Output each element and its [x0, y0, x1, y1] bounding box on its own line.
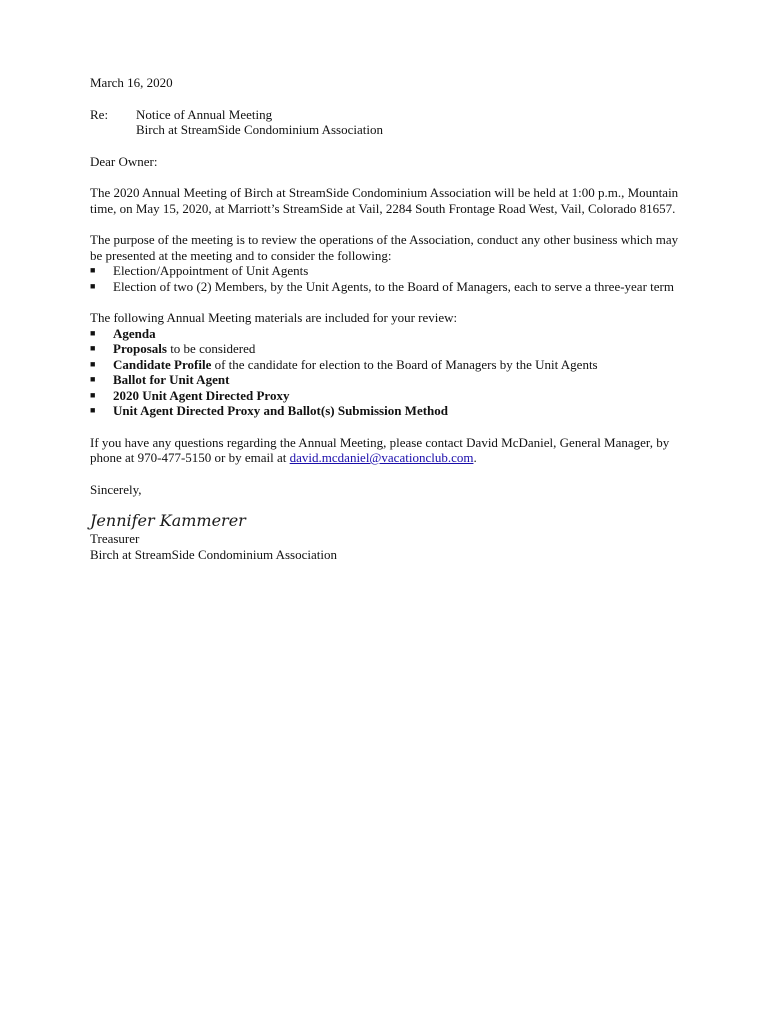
material-proxy: 2020 Unit Agent Directed Proxy: [113, 387, 290, 403]
subject-block: [90, 107, 680, 138]
subject-line-2: Birch at StreamSide Condominium Association: [136, 122, 383, 137]
list-item: [90, 279, 680, 295]
contact-text: If you have any questions regarding the Annual Meeting, please contact David McDaniel, General Manager, by phone at 970-477-5150 or by email at: [90, 434, 670, 465]
material-candidate-profile: Candidate Profile: [113, 356, 212, 372]
subject-lines: [136, 107, 383, 138]
purpose-item-2: Election of two (2) Members, by the Unit Agents, to the Board of Managers, each to serve a three-year term: [113, 278, 674, 294]
material-submission-method: Unit Agent Directed Proxy and Ballot(s) Submission Method: [113, 403, 449, 418]
signature: Jennifer Kammerer: [90, 511, 246, 530]
contact-paragraph: [90, 435, 680, 466]
material-proposals-rest: to be considered: [166, 341, 256, 356]
list-item: [90, 341, 680, 357]
closing: Sincerely,: [90, 481, 142, 497]
email-link[interactable]: david.mcdaniel@vacationclub.com: [289, 450, 474, 465]
list-item: [90, 357, 680, 373]
subject-line-1: Notice of Annual Meeting: [136, 106, 273, 122]
material-candidate-rest: of the candidate for election to the Board of Managers by the Unit Agents: [211, 356, 598, 372]
bullet-icon: ■: [90, 389, 96, 400]
bullet-icon: ■: [90, 343, 96, 353]
material-agenda: Agenda: [113, 325, 156, 341]
bullet-icon: ■: [90, 265, 96, 275]
bullet-icon: ■: [90, 280, 96, 291]
purpose-list: [90, 263, 680, 294]
purpose-paragraph: The purpose of the meeting is to review the operations of the Association, conduct any other business which may be presented at the meeting and to consider the following:: [90, 232, 679, 263]
list-item: [90, 326, 680, 342]
letter-date: March 16, 2020: [90, 75, 173, 90]
list-item: [90, 403, 680, 419]
materials-intro: The following Annual Meeting materials are included for your review:: [90, 310, 458, 325]
materials-list: [90, 326, 680, 419]
signer-title: Treasurer: [90, 531, 140, 546]
bullet-icon: ■: [90, 327, 96, 338]
list-item: [90, 263, 680, 279]
subject-label: Re:: [90, 106, 109, 122]
contact-text-end: .: [473, 450, 477, 465]
purpose-item-1: Election/Appointment of Unit Agents: [113, 263, 309, 278]
letter: [90, 75, 680, 562]
bullet-icon: ■: [90, 374, 96, 384]
material-proposals: Proposals: [113, 341, 167, 356]
list-item: [90, 388, 680, 404]
list-item: [90, 372, 680, 388]
meeting-details-paragraph: The 2020 Annual Meeting of Birch at StreamSide Condominium Association will be held at 1:00 p.m., Mountain time, on May 15, 2020, at Marriott’s StreamSide at Vail, 2284 South Frontage Road West, Vail, Colorado 81657.: [90, 185, 679, 216]
material-ballot: Ballot for Unit Agent: [113, 372, 230, 387]
bullet-icon: ■: [90, 405, 96, 415]
salutation: Dear Owner:: [90, 153, 158, 169]
bullet-icon: ■: [90, 358, 96, 369]
signer-organization: Birch at StreamSide Condominium Association: [90, 546, 337, 562]
